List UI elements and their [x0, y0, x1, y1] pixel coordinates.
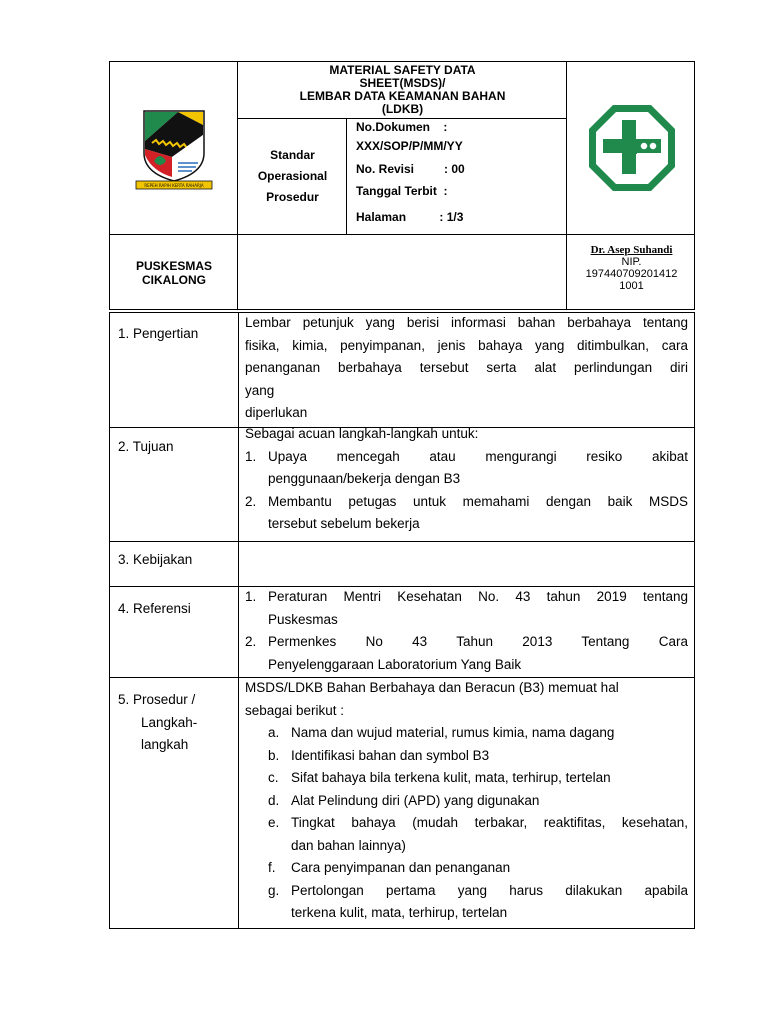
document-info	[356, 118, 567, 234]
list-letter: e.	[268, 815, 280, 830]
list-number: 1.	[245, 448, 257, 464]
section-content-prosedur	[245, 677, 688, 925]
title-line: SHEET(MSDS)/	[359, 76, 446, 90]
list-item	[245, 631, 688, 676]
puskesmas-name-line: PUSKESMAS	[135, 258, 212, 273]
list-number: 2.	[245, 493, 257, 509]
paragraph-line: fisika, kimia, penyimpanan, jenis bahaya yang ditimbulkan, cara	[245, 337, 688, 353]
puskesmas-logo	[567, 62, 696, 234]
section-content-referensi	[245, 586, 688, 676]
puskesmas-logo-icon	[587, 103, 677, 193]
list-line: Membantu petugas untuk memahami dengan baik MSDS	[268, 493, 688, 509]
list-line: Puskesmas	[268, 611, 338, 627]
list-item	[245, 857, 688, 880]
regional-emblem	[110, 62, 238, 234]
list-line: dan bahan lainnya)	[291, 837, 406, 853]
list-item	[245, 446, 688, 491]
title-line: LEMBAR DATA KEAMANAN BAHAN	[299, 89, 506, 103]
list-item	[245, 767, 688, 790]
list-item	[245, 745, 688, 768]
list-line: Nama dan wujud material, rumus kimia, nama dagang	[291, 725, 615, 740]
signer-nip-label: NIP.	[621, 256, 642, 268]
list-letter: g.	[268, 882, 280, 898]
list-line: Peraturan Mentri Kesehatan No. 43 tahun 2019 tentang	[268, 589, 688, 604]
list-line: penggunaan/bekerja dengan B3	[268, 471, 461, 486]
label-line: 5. Prosedur /	[118, 692, 196, 707]
section-content-pengertian	[245, 312, 688, 425]
list-line: Permenkes No 43 Tahun 2013 Tentang Cara	[268, 634, 688, 649]
paragraph-line: yang	[245, 382, 275, 398]
list-letter: c.	[268, 770, 279, 785]
label-line: langkah	[141, 737, 189, 752]
revision-number: No. Revisi : 00	[356, 162, 465, 176]
list-letter: f.	[268, 860, 276, 875]
signer-block	[567, 244, 696, 292]
signer-name: Dr. Asep Suhandi	[590, 244, 673, 256]
list-line: Identifikasi bahan dan symbol B3	[291, 747, 490, 763]
divider	[110, 541, 694, 542]
list-number: 1.	[245, 589, 257, 604]
issue-date: Tanggal Terbit :	[356, 184, 448, 198]
intro-line: Sebagai acuan langkah-langkah untuk:	[245, 426, 479, 441]
list-letter: d.	[268, 792, 280, 808]
label-line: Langkah-	[141, 714, 198, 730]
list-number: 2.	[245, 634, 257, 649]
list-line: Sifat bahaya bila terkena kulit, mata, terhirup, tertelan	[291, 770, 611, 785]
list-line: Cara penyimpanan dan penanganan	[291, 860, 511, 875]
doc-number-value: XXX/SOP/P/MM/YY	[356, 139, 463, 153]
list-item	[245, 880, 688, 925]
list-item	[245, 790, 688, 813]
sop-header-table	[109, 61, 695, 310]
signer-nip: 1001	[619, 280, 644, 292]
list-letter: a.	[268, 725, 280, 740]
paragraph-line: diperlukan	[245, 405, 308, 420]
intro-line: MSDS/LDKB Bahan Berbahaya dan Beracun (B3) memuat hal	[245, 680, 619, 695]
list-item	[245, 722, 688, 745]
section-label-referensi: 4. Referensi	[118, 601, 191, 616]
list-line: Penyelenggaraan Laboratorium Yang Baik	[268, 656, 522, 672]
list-item	[245, 812, 688, 857]
doc-number-label: No.Dokumen :	[356, 120, 448, 134]
list-line: Alat Pelindung diri (APD) yang digunakan	[291, 792, 540, 808]
document-title	[238, 62, 567, 118]
sop-label	[238, 118, 347, 234]
title-line: MATERIAL SAFETY DATA	[329, 63, 476, 77]
signer-nip: 197440709201412	[585, 268, 678, 280]
paragraph-line: penanganan berbahaya tersebut serta alat perlindungan diri	[245, 360, 688, 375]
regional-emblem-icon	[132, 105, 216, 191]
svg-text:REPEH RAPIH KERTA RAHARJA: REPEH RAPIH KERTA RAHARJA	[144, 183, 204, 188]
section-label-kebijakan: 3. Kebijakan	[118, 552, 193, 567]
list-line: Pertolongan pertama yang harus dilakukan apabila	[291, 882, 688, 898]
page-number: Halaman : 1/3	[356, 210, 464, 224]
list-line: Upaya mencegah atau mengurangi resiko akibat	[268, 448, 688, 464]
section-label-tujuan: 2. Tujuan	[118, 439, 174, 454]
list-letter: b.	[268, 747, 280, 763]
list-line: tersebut sebelum bekerja	[268, 516, 420, 531]
list-item	[245, 586, 688, 631]
list-line: Tingkat bahaya (mudah terbakar, reaktifitas, kesehatan,	[291, 815, 688, 830]
puskesmas-name-line: CIKALONG	[142, 272, 206, 287]
title-line: (LDKB)	[381, 102, 424, 116]
divider	[238, 313, 239, 928]
section-content-tujuan	[245, 423, 688, 536]
intro-line: sebagai berikut :	[245, 702, 345, 718]
list-item	[245, 491, 688, 536]
sop-label-line: Prosedur	[266, 189, 319, 204]
puskesmas-name	[110, 234, 238, 311]
list-line: terkena kulit, mata, terhirup, tertelan	[291, 905, 508, 920]
sop-body-table	[109, 312, 695, 929]
section-label-pengertian: 1. Pengertian	[118, 326, 199, 341]
section-label-prosedur	[118, 689, 197, 757]
paragraph-line: Lembar petunjuk yang berisi informasi bahan berbahaya tentang	[245, 315, 688, 330]
sop-label-line: Standar	[270, 147, 315, 162]
sop-label-line: Operasional	[257, 168, 328, 183]
